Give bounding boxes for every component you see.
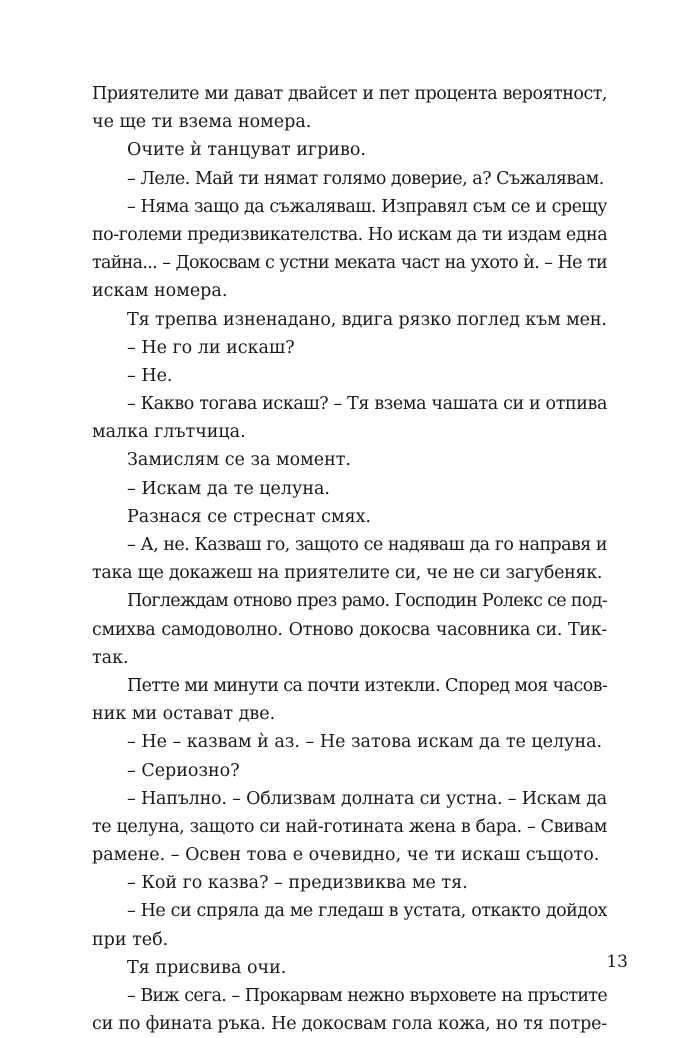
text-line: – Напълно. – Облизвам долната си устна. – Искам да <box>127 788 607 809</box>
text-line: искам номера. <box>92 281 228 302</box>
text-line: при теб. <box>92 929 169 950</box>
text-line: – Не. <box>127 365 173 386</box>
text-line: по-големи предизвикателства. Но искам да ти издам една <box>92 224 607 245</box>
text-line: – Не си спряла да ме гледаш в устата, откакто дойдох <box>127 901 607 922</box>
text-line: Тя присвива очи. <box>127 957 287 978</box>
text-line: – Сериозно? <box>127 760 240 781</box>
text-line: – Кой го казва? – предизвиква ме тя. <box>127 873 468 894</box>
text-line: Тя трепва изненадано, вдига рязко поглед към мен. <box>127 309 607 330</box>
text-line: так. <box>92 647 129 668</box>
text-line: – Няма защо да съжаляваш. Изправял съм се и срещу <box>127 196 607 217</box>
text-line: Замислям се за момент. <box>127 450 352 471</box>
text-line: Поглеждам отново през рамо. Господин Ролекс се под- <box>127 591 607 612</box>
text-line: рамене. – Освен това е очевидно, че ти искаш същото. <box>92 845 600 866</box>
text-line: си по фината ръка. Не докосвам гола кожа, но тя потре- <box>92 1014 607 1035</box>
text-line: – Леле. Май ти нямат голямо доверие, а? Съжалявам. <box>127 168 604 189</box>
text-line: Петте ми минути са почти изтекли. Според моя часов- <box>127 675 607 696</box>
text-line: – Искам да те целуна. <box>127 478 330 499</box>
text-line: тайна... – Докосвам с устни меката част на ухото ѝ. – Не ти <box>92 253 607 274</box>
text-line: – Какво тогава искаш? – Тя взема чашата си и отпива <box>127 394 607 415</box>
text-line: малка глътчица. <box>92 422 246 443</box>
text-line: че ще ти взема номера. <box>92 112 312 133</box>
text-line: – А, не. Казваш го, защото се надяваш да го направя и <box>127 535 607 555</box>
text-line: смихва самодоволно. Отново докосва часовника си. Тик- <box>92 619 607 640</box>
text-line: така ще докажеш на приятелите си, че не си загубеняк. <box>92 563 603 584</box>
text-line: Приятелите ми дават двайсет и пет процента вероятност, <box>92 84 607 104</box>
text-line: те целуна, защото си най-готината жена в бара. – Свивам <box>92 816 607 837</box>
text-line: – Не го ли искаш? <box>127 337 295 358</box>
text-line: Разнася се стреснат смях. <box>127 506 372 527</box>
page-number: 13 <box>606 952 628 972</box>
text-line: – Не – казвам ѝ аз. – Не затова искам да те целуна. <box>127 732 603 753</box>
text-line: ник ми остават две. <box>92 704 276 725</box>
text-line: – Виж сега. – Прокарвам нежно върховете на пръстите <box>127 986 607 1006</box>
text-line: Очите ѝ танцуват игриво. <box>127 140 366 161</box>
body-text <box>92 80 607 1038</box>
